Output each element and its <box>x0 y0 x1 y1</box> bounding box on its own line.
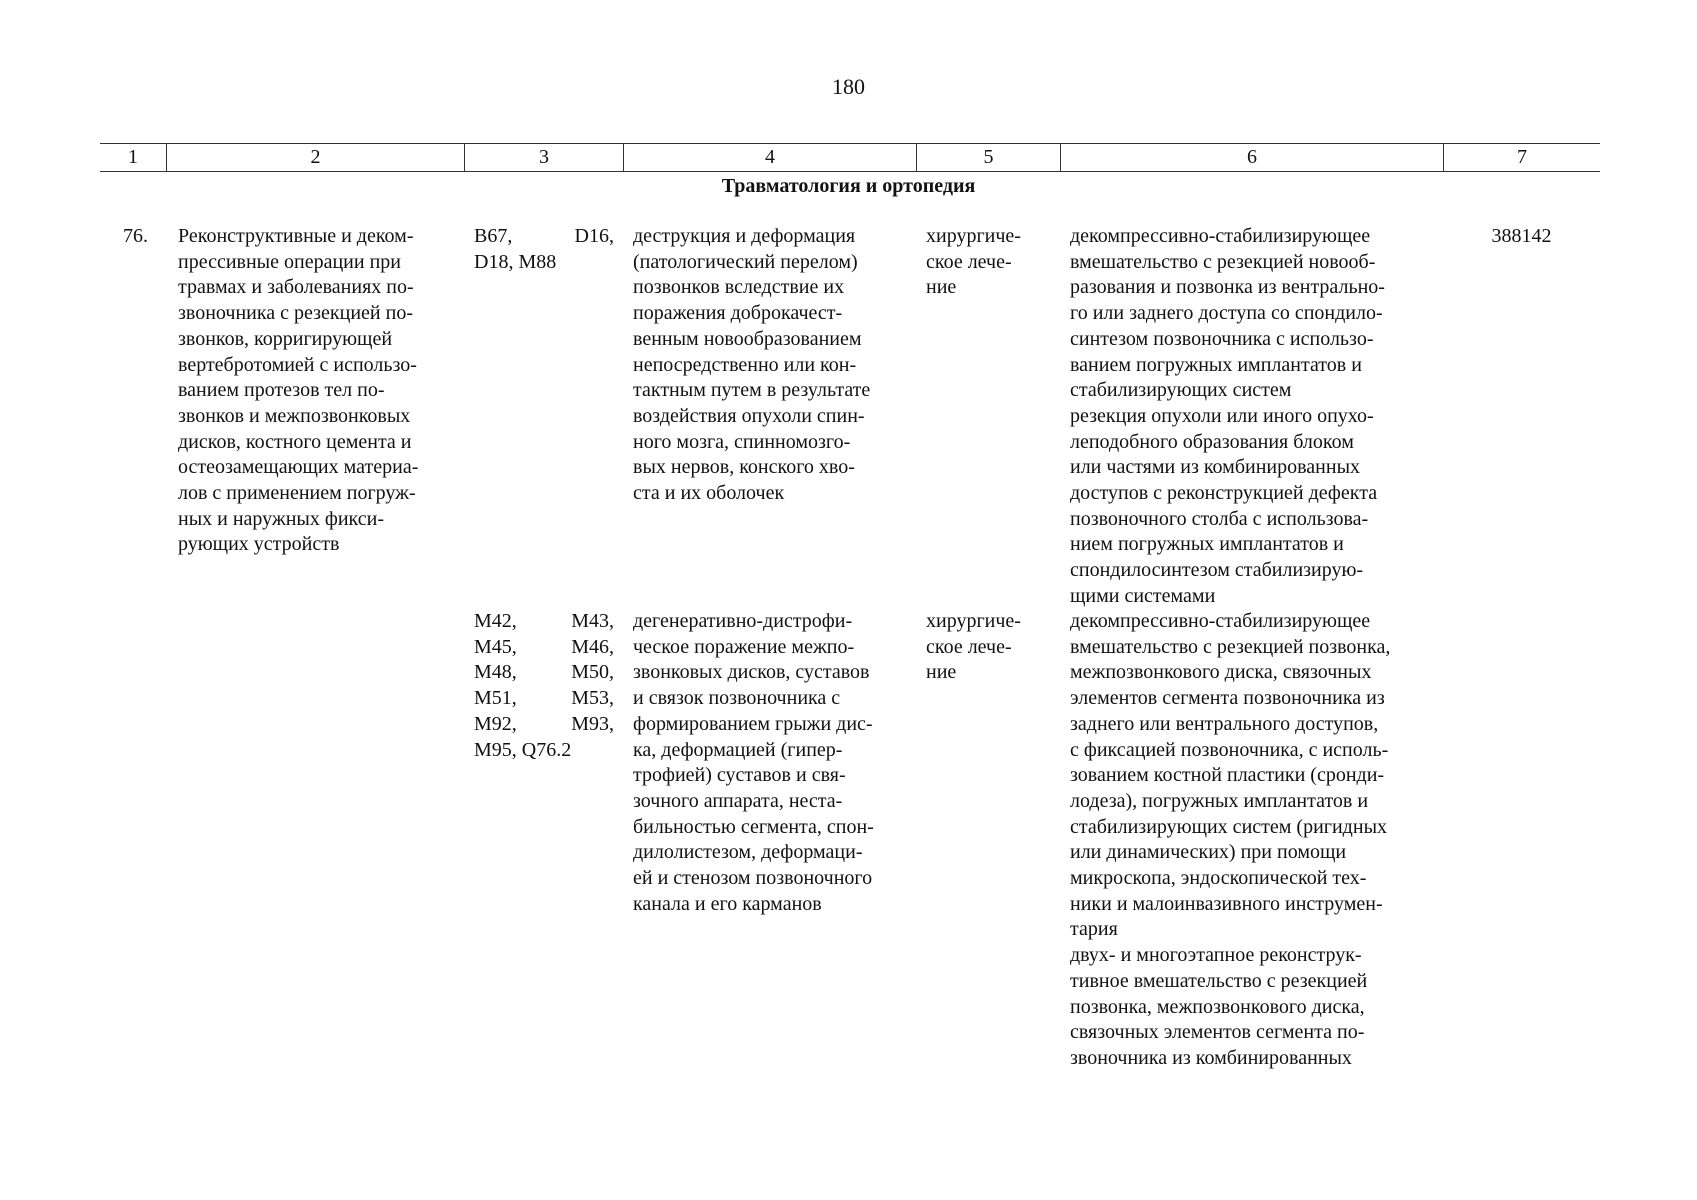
text-line: венным новообразованием <box>633 327 862 350</box>
code: M93, <box>571 712 614 735</box>
text-line: вертебротомией с использо- <box>178 353 417 376</box>
text-line: трофией) суставов и свя- <box>633 764 846 787</box>
page-number: 180 <box>832 74 865 99</box>
table-header-row <box>100 143 1600 172</box>
text-line: воздействия опухоли спин- <box>633 404 865 427</box>
text-line: вмешательство с резекцией позвонка, <box>1070 635 1391 658</box>
text-line: поражения доброкачест- <box>633 302 843 325</box>
text-line: декомпрессивно-стабилизирующее <box>1070 610 1371 632</box>
icd-codes-group-2 <box>474 609 614 763</box>
text-line: позвонков вследствие их <box>633 276 845 299</box>
text-line: ники и малоинвазивного инструмен- <box>1070 892 1383 915</box>
text-line: ванием погружных имплантатов и <box>1070 353 1362 376</box>
text-line: и связок позвоночника с <box>633 687 841 710</box>
text-line: ных и наружных фикси- <box>178 507 384 530</box>
text-line: прессивные операции при <box>178 250 401 273</box>
code: M43, <box>571 610 614 632</box>
text-line: с фиксацией позвоночника, с исполь- <box>1070 738 1389 761</box>
code-line <box>474 635 614 661</box>
price: 388142 <box>1491 225 1552 247</box>
code: M46, <box>571 635 614 658</box>
section-title: Травматология и ортопедия <box>721 175 976 197</box>
text-line: или динамических) при помощи <box>1070 841 1347 864</box>
text-line: тария <box>1070 918 1118 941</box>
text-line: ка, деформацией (гипер- <box>633 738 843 761</box>
code: M45, <box>474 635 517 658</box>
text-line: дегенеративно-дистрофи- <box>633 610 853 632</box>
code-line <box>474 250 614 276</box>
code: M95, Q76.2 <box>474 738 572 761</box>
text-line: заднего или вентрального доступов, <box>1070 712 1379 735</box>
text-line: доступов с реконструкцией дефекта <box>1070 482 1378 505</box>
treatment-type-group-1 <box>926 224 1046 301</box>
intervention-name <box>178 224 454 558</box>
text-line: хирургиче- <box>926 610 1021 632</box>
patient-model-group-2 <box>633 609 905 917</box>
code: M51, <box>474 687 517 710</box>
code: M92, <box>474 712 517 735</box>
text-line: ское лече- <box>926 635 1012 658</box>
text-line: позвоночного столба с использова- <box>1070 507 1369 530</box>
text-line: тактным путем в результате <box>633 379 871 402</box>
code: M42, <box>474 610 517 632</box>
text-line: элементов сегмента позвоночника из <box>1070 687 1385 710</box>
text-line: разования и позвонка из вентрально- <box>1070 276 1385 299</box>
text-line: связочных элементов сегмента по- <box>1070 1021 1365 1044</box>
text-line: дилолистезом, деформаци- <box>633 841 863 864</box>
text-line: тивное вмешательство с резекцией <box>1070 969 1368 992</box>
text-line: микроскопа, эндоскопической тех- <box>1070 867 1367 890</box>
text-line: зочного аппарата, неста- <box>633 789 843 812</box>
code: M50, <box>571 661 614 684</box>
text-line: непосредственно или кон- <box>633 353 857 376</box>
text-line: ста и их оболочек <box>633 482 785 505</box>
header-col-4: 4 <box>623 144 916 171</box>
text-line: деструкция и деформация <box>633 225 856 247</box>
text-line: спондилосинтезом стабилизирую- <box>1070 559 1364 582</box>
patient-model-group-1 <box>633 224 905 507</box>
text-line: хирургиче- <box>926 225 1021 247</box>
text-line: (патологический перелом) <box>633 250 858 273</box>
treatment-type-group-2 <box>926 609 1046 686</box>
treatment-method-group-1 <box>1070 224 1432 610</box>
code-line <box>474 686 614 712</box>
code-line <box>474 660 614 686</box>
text-line: декомпрессивно-стабилизирующее <box>1070 225 1371 247</box>
text-line: зованием костной пластики (сpонди- <box>1070 764 1385 787</box>
code: M53, <box>571 687 614 710</box>
text-line: травмах и заболеваниях по- <box>178 276 414 299</box>
text-line: канала и его карманов <box>633 892 822 915</box>
header-col-7: 7 <box>1443 144 1600 171</box>
code: D18, M88 <box>474 250 557 273</box>
text-line: звоночника с резекцией по- <box>178 302 413 325</box>
header-col-3: 3 <box>464 144 623 171</box>
text-line: позвонка, межпозвонкового диска, <box>1070 995 1365 1018</box>
header-col-1: 1 <box>128 146 138 168</box>
text-line: остеозамещающих материа- <box>178 456 419 479</box>
code-line <box>474 738 614 764</box>
text-line: ние <box>926 661 957 684</box>
code: D16, <box>574 225 614 247</box>
text-line: ческое поражение межпо- <box>633 635 855 658</box>
text-line: бильностью сегмента, спон- <box>633 815 874 838</box>
treatment-method-group-2 <box>1070 609 1432 1072</box>
text-line: вых нервов, конского хво- <box>633 456 855 479</box>
text-line: го или заднего доступа со спондило- <box>1070 302 1383 325</box>
icd-codes-group-1 <box>474 224 614 275</box>
text-line: ское лече- <box>926 250 1012 273</box>
code-line <box>474 224 614 250</box>
text-line: звонков и межпозвонковых <box>178 404 411 427</box>
text-line: звонков, корригирующей <box>178 327 393 350</box>
text-line: межпозвонкового диска, связочных <box>1070 661 1372 684</box>
text-line: звоночника из комбинированных <box>1070 1046 1352 1069</box>
text-line: синтезом позвоночника с использо- <box>1070 327 1374 350</box>
text-line: нием погружных имплантатов и <box>1070 533 1344 556</box>
text-line: ного мозга, спинномозго- <box>633 430 851 453</box>
text-line: рующих устройств <box>178 533 340 556</box>
text-line: лов с применением погруж- <box>178 482 416 505</box>
text-line: Реконструктивные и деком- <box>178 225 414 247</box>
header-col-6: 6 <box>1060 144 1443 171</box>
text-line: дисков, костного цемента и <box>178 430 412 453</box>
code-line <box>474 712 614 738</box>
text-line: звонковых дисков, суставов <box>633 661 870 684</box>
row-number: 76. <box>123 225 148 247</box>
text-line: стабилизирующих систем <box>1070 379 1292 402</box>
text-line: ванием протезов тел по- <box>178 379 385 402</box>
header-col-5: 5 <box>916 144 1060 171</box>
text-line: стабилизирующих систем (ригидных <box>1070 815 1388 838</box>
code: M48, <box>474 661 517 684</box>
text-line: леподобного образования блоком <box>1070 430 1354 453</box>
text-line: вмешательство с резекцией новооб- <box>1070 250 1376 273</box>
code-line <box>474 609 614 635</box>
text-line: ей и стенозом позвоночного <box>633 867 873 890</box>
text-line: щими системами <box>1070 584 1216 607</box>
text-line: или частями из комбинированных <box>1070 456 1360 479</box>
text-line: резекция опухоли или иного опухо- <box>1070 404 1374 427</box>
text-line: ние <box>926 276 957 299</box>
text-line: лодеза), погружных имплантатов и <box>1070 789 1369 812</box>
text-line: двух- и многоэтапное реконструк- <box>1070 944 1362 967</box>
code: B67, <box>474 225 513 247</box>
header-col-2: 2 <box>166 144 464 171</box>
text-line: формированием грыжи дис- <box>633 712 873 735</box>
